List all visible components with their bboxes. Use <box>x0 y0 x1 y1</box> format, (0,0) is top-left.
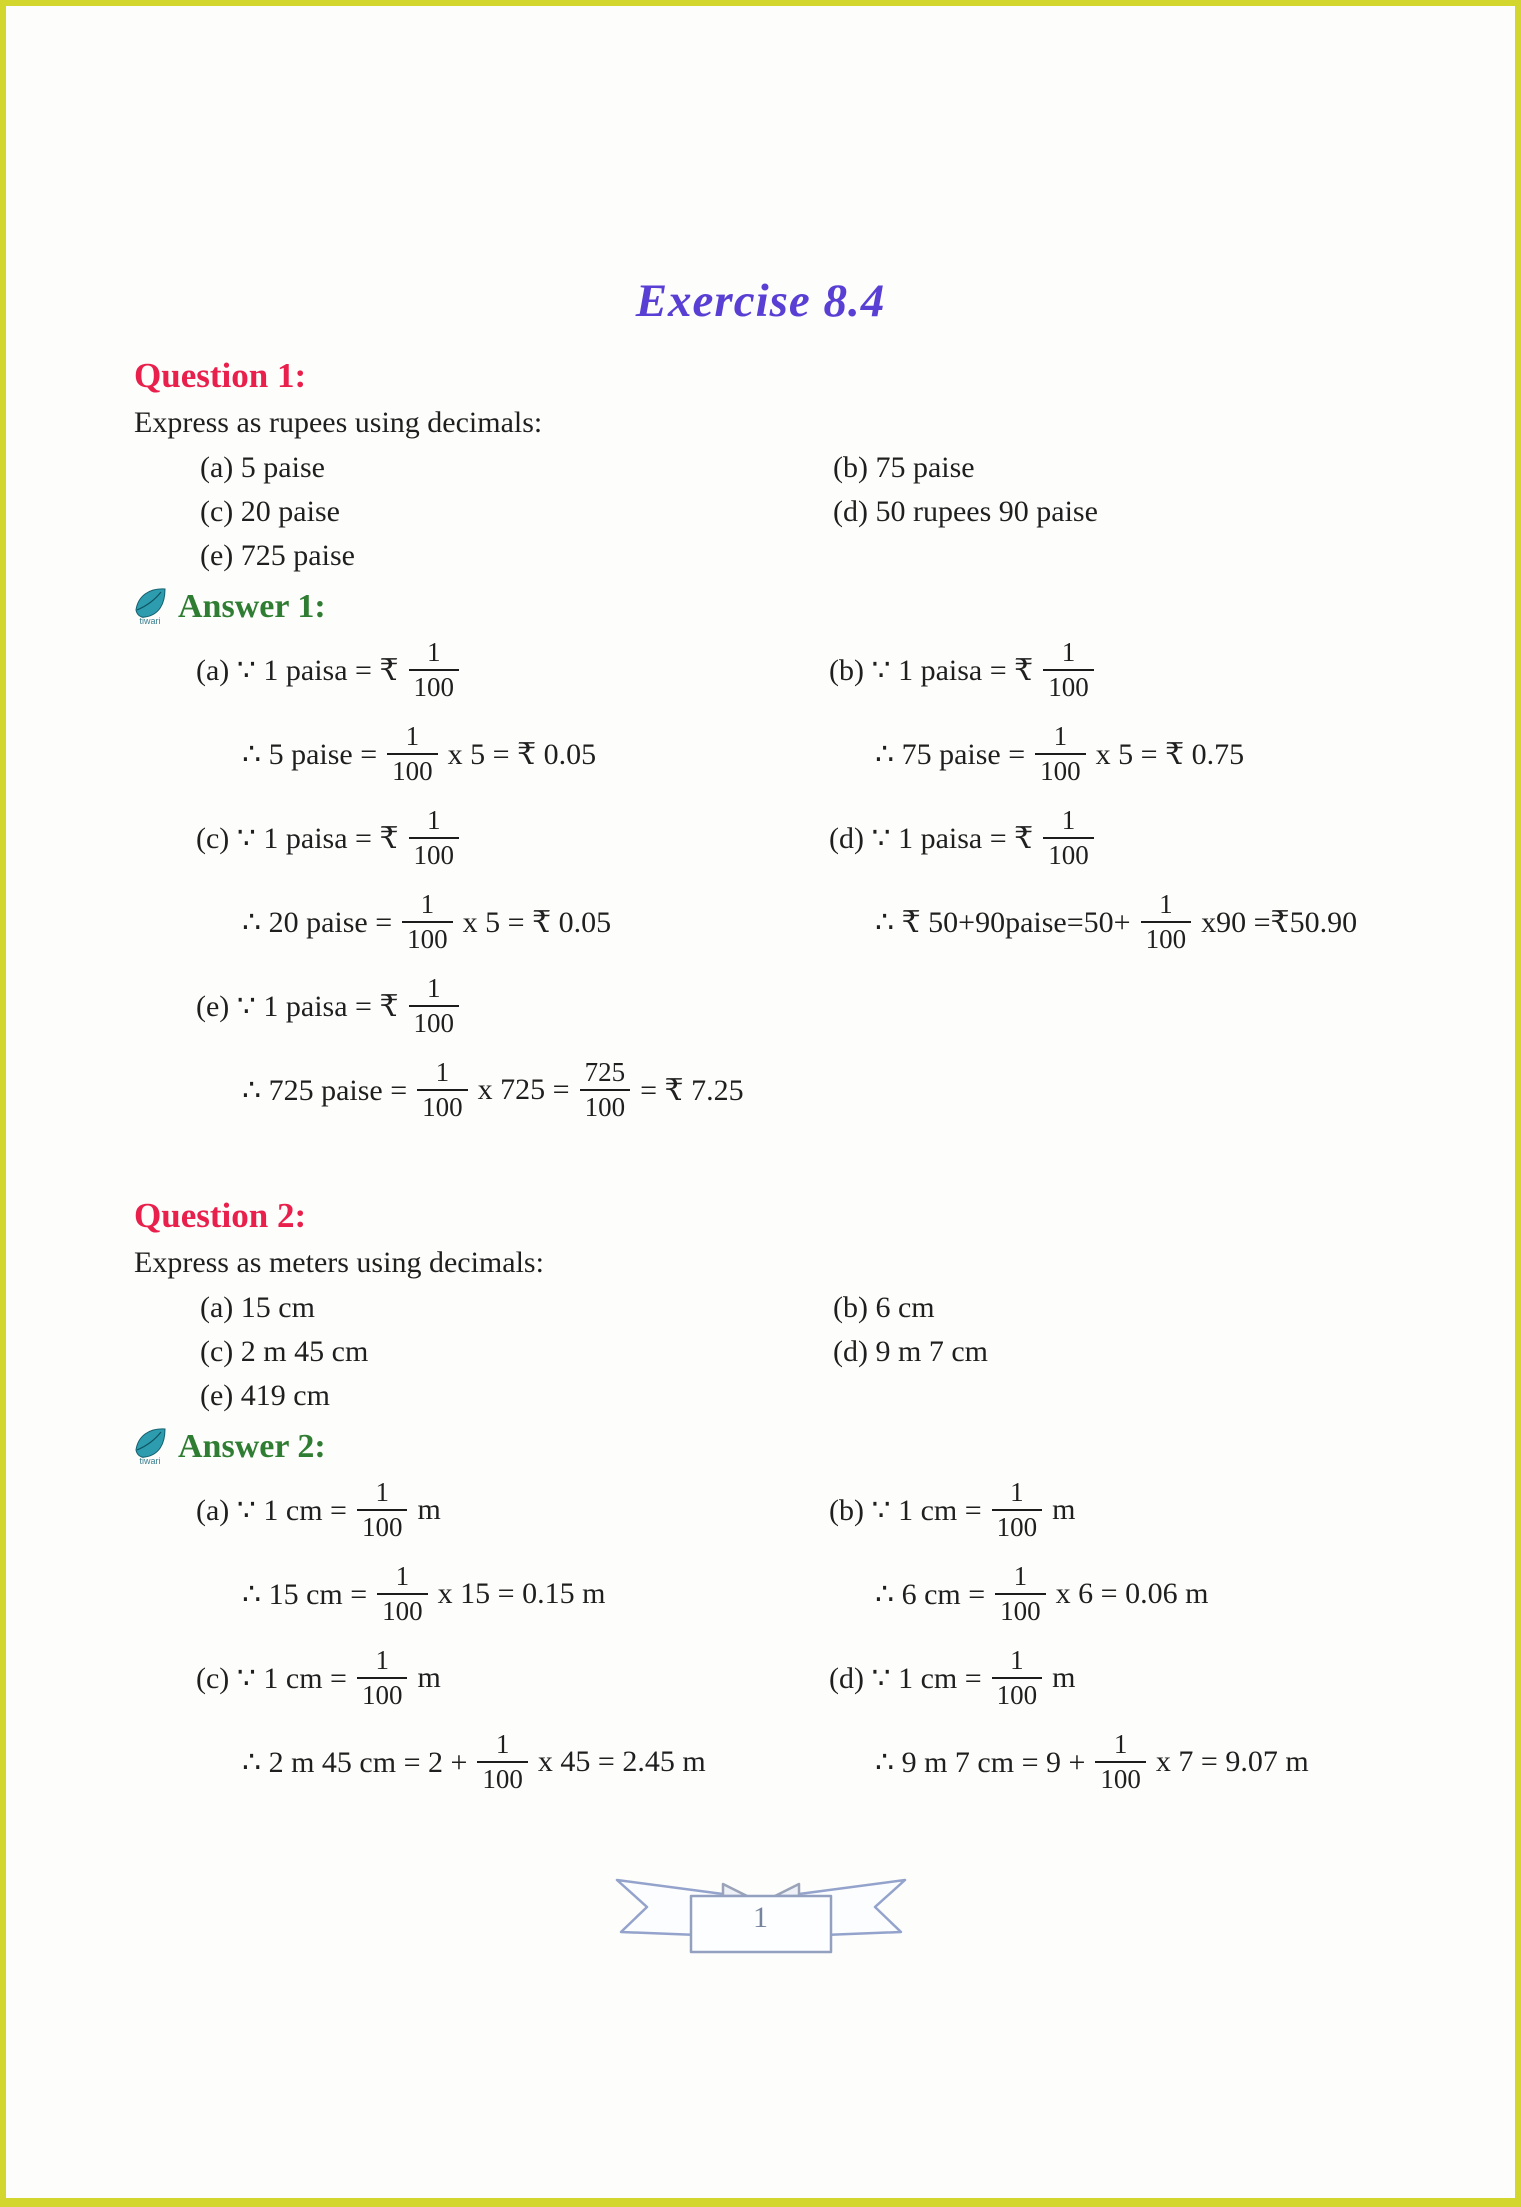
question-item: (b) 75 paise <box>833 451 975 484</box>
equation-text: x 45 = 2.45 m <box>537 1745 706 1778</box>
question-item: (b) 6 cm <box>833 1291 935 1324</box>
question-item: (a) 5 paise <box>200 451 325 484</box>
fraction-numerator: 1 <box>1010 1477 1024 1508</box>
answer-item <box>134 1468 767 1636</box>
question-prompt: Express as rupees using decimals: <box>134 406 543 439</box>
question-item: (a) 15 cm <box>200 1291 315 1324</box>
equation-because <box>134 796 767 880</box>
equation-text: x 5 = ₹ 0.75 <box>1095 737 1245 771</box>
fraction <box>387 721 438 786</box>
equation-text: ∴ 9 m 7 cm = 9 + <box>875 1745 1086 1779</box>
fraction-denominator: 100 <box>409 669 460 703</box>
fraction-numerator: 1 <box>495 1729 510 1760</box>
fraction-denominator: 100 <box>992 1509 1043 1543</box>
equation-text: (d) ∵ 1 paisa = ₹ <box>829 821 1034 855</box>
fraction <box>402 889 453 954</box>
answer-item <box>767 1636 1387 1804</box>
equation-text: (c) ∵ 1 cm = <box>196 1661 347 1695</box>
fraction-denominator: 100 <box>477 1761 528 1795</box>
equation-text: x 7 = 9.07 m <box>1155 1745 1309 1778</box>
equation-because <box>767 628 1387 712</box>
fraction-denominator: 100 <box>1043 669 1094 703</box>
fraction <box>409 637 460 702</box>
answer-rows <box>134 628 1387 1132</box>
equation-text: x 725 = <box>477 1073 570 1106</box>
fraction <box>357 1645 408 1710</box>
fraction-denominator: 100 <box>409 1005 460 1039</box>
answer-heading: Answer 2: <box>178 1428 326 1465</box>
answer-heading: Answer 1: <box>178 588 326 625</box>
fraction-numerator: 1 <box>1113 1729 1128 1760</box>
equation-therefore <box>767 712 1387 796</box>
fraction-numerator: 1 <box>375 1477 389 1508</box>
fraction-numerator: 1 <box>1061 805 1076 836</box>
tiwari-leaf-icon <box>132 586 168 620</box>
fraction-numerator: 1 <box>1053 721 1068 752</box>
fraction-denominator: 100 <box>417 1089 468 1123</box>
equation-therefore <box>767 880 1387 964</box>
question-heading: Question 2: <box>134 1196 307 1235</box>
fraction-numerator: 1 <box>420 889 435 920</box>
equation-text: = ₹ 7.25 <box>640 1073 744 1107</box>
fraction-denominator: 100 <box>357 1509 408 1543</box>
equation-text: ∴ 20 paise = <box>242 905 393 939</box>
equation-because <box>767 1468 1387 1552</box>
fraction-denominator: 100 <box>580 1089 631 1123</box>
equation-text: x 5 = ₹ 0.05 <box>447 737 597 771</box>
question-item: (c) 2 m 45 cm <box>200 1335 369 1368</box>
fraction-denominator: 100 <box>357 1677 408 1711</box>
equation-text: ∴ 5 paise = <box>242 737 378 771</box>
fraction-numerator: 1 <box>1010 1645 1024 1676</box>
fraction <box>1095 1729 1146 1794</box>
equation-therefore <box>134 712 767 796</box>
equation-because <box>134 1468 767 1552</box>
equation-therefore <box>134 1720 767 1804</box>
question-item: (d) 50 rupees 90 paise <box>833 495 1098 528</box>
question-item: (e) 419 cm <box>200 1379 330 1412</box>
equation-because <box>134 964 1387 1048</box>
fraction <box>995 1561 1046 1626</box>
fraction <box>1043 637 1094 702</box>
equation-text: (a) ∵ 1 cm = <box>196 1493 347 1527</box>
equation-because <box>767 1636 1387 1720</box>
question-items <box>134 1286 1387 1418</box>
fraction-denominator: 100 <box>402 921 453 955</box>
fraction-numerator: 1 <box>435 1057 450 1088</box>
equation-text: (b) ∵ 1 cm = <box>829 1493 982 1527</box>
answer-item <box>767 1468 1387 1636</box>
question-heading: Question 1: <box>134 356 307 395</box>
page-title: Exercise 8.4 <box>635 275 886 327</box>
equation-text: ∴ 2 m 45 cm = 2 + <box>242 1745 468 1779</box>
logo-caption: tiwari <box>139 616 161 626</box>
question-section-1 <box>134 356 1387 1132</box>
fraction-denominator: 100 <box>1095 1761 1146 1795</box>
fraction <box>357 1477 408 1542</box>
fraction-numerator: 1 <box>1159 889 1173 920</box>
answer-item <box>134 796 767 964</box>
questions-container <box>134 356 1387 1804</box>
equation-text: m <box>417 1493 441 1526</box>
fraction-numerator: 1 <box>395 1561 410 1592</box>
answer-item <box>767 628 1387 796</box>
fraction-numerator: 1 <box>427 973 441 1004</box>
answer-rows <box>134 1468 1387 1804</box>
fraction-denominator: 100 <box>992 1677 1043 1711</box>
fraction-numerator: 1 <box>375 1645 389 1676</box>
page-content <box>6 274 1515 1804</box>
equation-therefore <box>767 1720 1387 1804</box>
logo-caption: tiwari <box>139 1456 161 1466</box>
equation-therefore <box>134 1048 1387 1132</box>
answer-badge <box>132 586 168 626</box>
answer-item <box>134 964 1387 1132</box>
answer-item <box>767 796 1387 964</box>
fraction-denominator: 100 <box>1141 921 1192 955</box>
equation-text: ∴ 6 cm = <box>875 1577 986 1611</box>
fraction-denominator: 100 <box>377 1593 428 1627</box>
equation-text: ∴ ₹ 50+90paise=50+ <box>875 905 1131 939</box>
equation-text: x 6 = 0.06 m <box>1055 1577 1209 1610</box>
equation-text: (d) ∵ 1 cm = <box>829 1661 982 1695</box>
fraction <box>992 1645 1043 1710</box>
equation-text: (a) ∵ 1 paisa = ₹ <box>196 653 399 687</box>
fraction-denominator: 100 <box>387 753 438 787</box>
question-item: (d) 9 m 7 cm <box>833 1335 988 1368</box>
tiwari-leaf-icon <box>132 1426 168 1460</box>
question-item: (e) 725 paise <box>200 539 355 572</box>
equation-text: (b) ∵ 1 paisa = ₹ <box>829 653 1034 687</box>
fraction-numerator: 725 <box>584 1057 626 1088</box>
equation-text: ∴ 75 paise = <box>875 737 1026 771</box>
fraction <box>1141 889 1192 954</box>
question-item: (c) 20 paise <box>200 495 340 528</box>
equation-text: ∴ 15 cm = <box>242 1577 368 1611</box>
fraction <box>580 1057 631 1122</box>
equation-text: m <box>417 1661 441 1694</box>
fraction <box>477 1729 528 1794</box>
fraction <box>1035 721 1086 786</box>
equation-text: x 5 = ₹ 0.05 <box>462 905 612 939</box>
question-prompt: Express as meters using decimals: <box>134 1246 544 1279</box>
fraction <box>409 805 460 870</box>
equation-therefore <box>134 1552 767 1636</box>
fraction <box>409 973 460 1038</box>
fraction-numerator: 1 <box>427 637 441 668</box>
equation-text: (c) ∵ 1 paisa = ₹ <box>196 821 399 855</box>
fraction-numerator: 1 <box>1013 1561 1028 1592</box>
equation-text: ∴ 725 paise = <box>242 1073 408 1107</box>
fraction <box>992 1477 1043 1542</box>
question-items <box>134 446 1387 578</box>
fraction-denominator: 100 <box>995 1593 1046 1627</box>
equation-text: (e) ∵ 1 paisa = ₹ <box>196 989 399 1023</box>
answer-badge <box>132 1426 168 1466</box>
answer-heading-row <box>134 586 1387 626</box>
fraction <box>1043 805 1094 870</box>
fraction <box>417 1057 468 1122</box>
equation-text: x 15 = 0.15 m <box>437 1577 606 1610</box>
page-footer-ribbon <box>611 1868 911 1973</box>
fraction-numerator: 1 <box>405 721 420 752</box>
answer-item <box>134 628 767 796</box>
page-number: 1 <box>753 1901 768 1934</box>
fraction-numerator: 1 <box>427 805 441 836</box>
equation-because <box>134 1636 767 1720</box>
fraction <box>377 1561 428 1626</box>
fraction-denominator: 100 <box>1043 837 1094 871</box>
equation-therefore <box>767 1552 1387 1636</box>
equation-text: x90 =₹50.90 <box>1201 905 1358 939</box>
equation-because <box>134 628 767 712</box>
equation-because <box>767 796 1387 880</box>
answer-item <box>134 1636 767 1804</box>
equation-text: m <box>1052 1493 1076 1526</box>
question-section-2 <box>134 1196 1387 1804</box>
answer-heading-row <box>134 1426 1387 1466</box>
fraction-numerator: 1 <box>1061 637 1076 668</box>
fraction-denominator: 100 <box>409 837 460 871</box>
fraction-denominator: 100 <box>1035 753 1086 787</box>
equation-text: m <box>1052 1661 1076 1694</box>
equation-therefore <box>134 880 767 964</box>
